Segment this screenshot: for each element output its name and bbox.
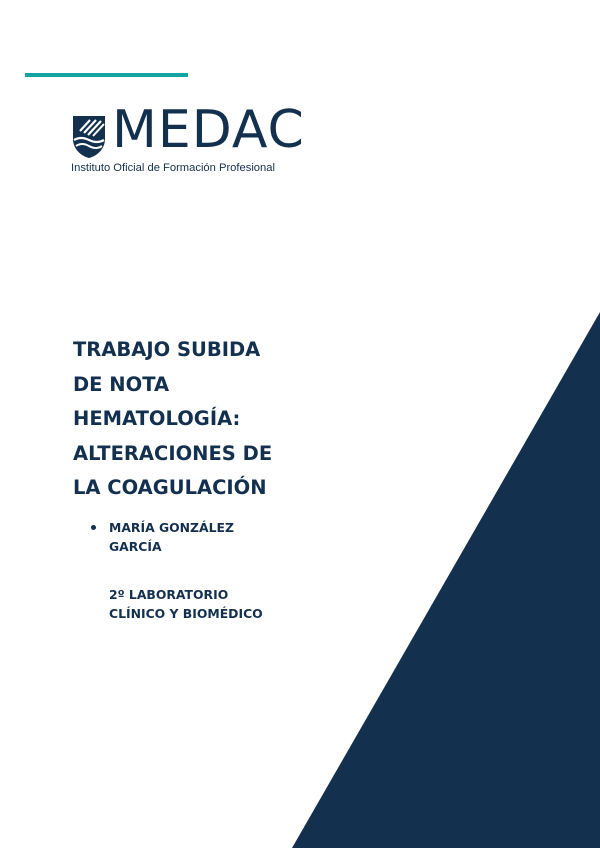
author-list: [90, 518, 234, 556]
author-name-line: MARÍA GONZÁLEZ: [109, 520, 234, 535]
course-line: CLÍNICO Y BIOMÉDICO: [109, 606, 263, 621]
title-line: DE NOTA: [73, 372, 170, 396]
author-name-line: GARCÍA: [109, 539, 162, 554]
title-line: ALTERACIONES DE: [73, 441, 273, 465]
title-line: HEMATOLOGÍA:: [73, 407, 241, 430]
document-title: [73, 333, 333, 506]
author-name: [90, 518, 234, 556]
bullet-icon: [91, 525, 96, 530]
shield-icon: [72, 115, 106, 159]
medac-logo: [70, 100, 320, 179]
title-line: LA COAGULACIÓN: [73, 476, 267, 499]
logo-wordmark: MEDAC: [112, 100, 305, 160]
course-line: 2º LABORATORIO: [109, 587, 229, 602]
course-info: [109, 585, 263, 623]
title-line: TRABAJO SUBIDA: [73, 338, 261, 361]
logo-tagline: Instituto Oficial de Formación Profesional: [71, 162, 275, 174]
